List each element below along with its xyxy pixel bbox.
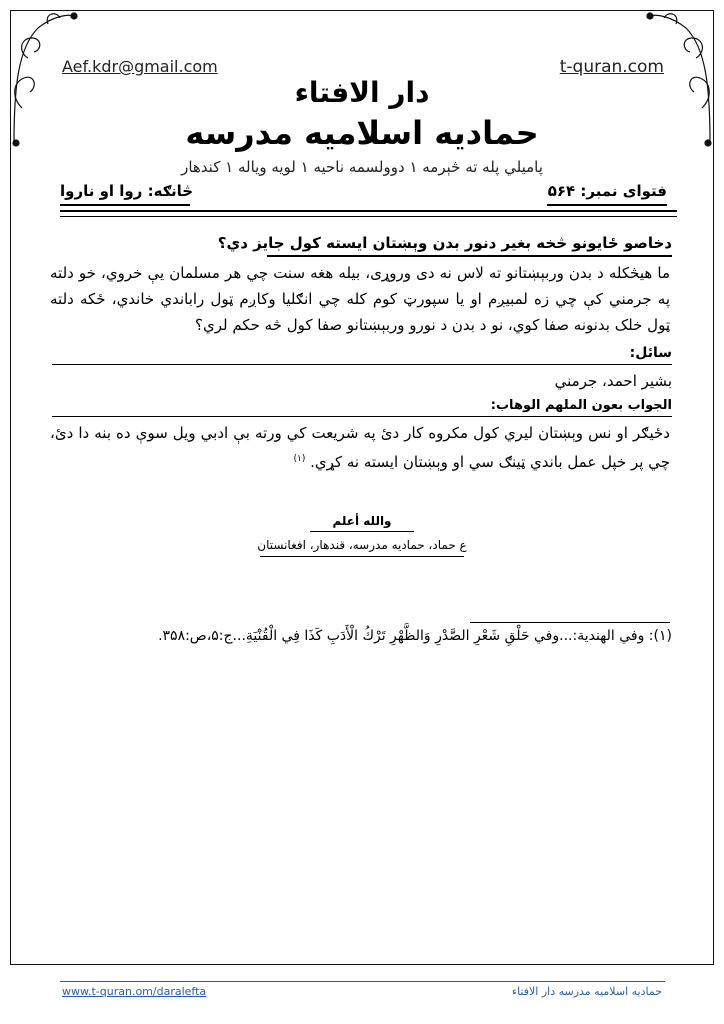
asker-rule xyxy=(52,364,672,365)
answer-text xyxy=(50,420,670,475)
answer-label: الجواب بعون الملهم الوهاب: xyxy=(490,398,672,413)
answer-rule xyxy=(52,416,672,417)
website-link[interactable]: t-quran.com xyxy=(559,57,664,77)
signature-line: ع حماد، حمادیه مدرسه، قندهار، افغانستان xyxy=(257,538,467,552)
page-border xyxy=(10,10,714,965)
contact-email[interactable]: Aef.kdr@gmail.com xyxy=(62,57,218,76)
question-underline xyxy=(267,255,672,257)
answer-body: دځیګر او نس وېښتان لیري کول مکروه کار دئ په شریعت کي ورته بې ادبي ویل سوې ده بنه دا دئ، چي پر خپل عمل باندي ټینګ سي او وېښتان ایسته نه کړي. xyxy=(50,424,670,471)
asker-name: بشیر احمد، جرمني xyxy=(554,372,672,390)
topic-category: څانګه: روا او ناروا xyxy=(60,182,194,200)
signature-rule-2 xyxy=(260,556,464,557)
page-title: دار الافتاء xyxy=(294,76,430,109)
footnote-separator xyxy=(470,622,670,623)
question-heading: دخاصو ځایونو څخه بغیر دنور بدن وېښتان ایسته کول جایز دي؟ xyxy=(217,234,672,252)
fatwa-number: فتوای نمبر: ۵۶۴ xyxy=(547,182,667,200)
address-line: پامیلي پله ته څېرمه ۱ دوولسمه ناحیه ۱ لویه ویاله ۱ کندهار xyxy=(181,158,543,176)
signature-rule-1 xyxy=(310,531,414,532)
header-rule xyxy=(60,210,677,212)
footnote-text: (۱): وفي الهندية:...وفي حَلْقِ شَعْرِ الصَّدْرِ وَالظَّهْرِ تَرْكُ الْأَدَبِ كَذَا فِي الْقُنْيَةِ...ج:۵،ص:۳۵۸. xyxy=(158,628,672,644)
fatwa-number-underline xyxy=(547,204,667,206)
question-text: ما هیڅکله د بدن وربېښتانو ته لاس نه دی وروړی، بیله هغه سنت چي هر مسلمان یې خروي، خو دلته په جرمني کې چي زه لمبیږم او یا سپورټ کوم کله چي انګلیا وکاږم ټول راباندي خاندي، ځکه دلته ټول خلک بدنونه صفا کوي، نو د بدن د نورو وربېښتانو صفا کول څه حکم لري؟ xyxy=(50,264,670,334)
footer-rule xyxy=(60,981,665,982)
allah-knows: والله أعلم xyxy=(332,514,392,528)
footer-caption: حمادیه اسلامیه مدرسه دار الافتاء xyxy=(511,985,662,998)
footer-link[interactable]: www.t-quran.om/daralefta xyxy=(62,985,207,998)
topic-underline xyxy=(60,204,190,206)
asker-label: سائل: xyxy=(629,345,672,361)
institution-name: حمادیه اسلامیه مدرسه xyxy=(185,114,539,152)
footnote-marker: (۱) xyxy=(293,454,306,464)
header-rule-thin xyxy=(60,216,677,217)
